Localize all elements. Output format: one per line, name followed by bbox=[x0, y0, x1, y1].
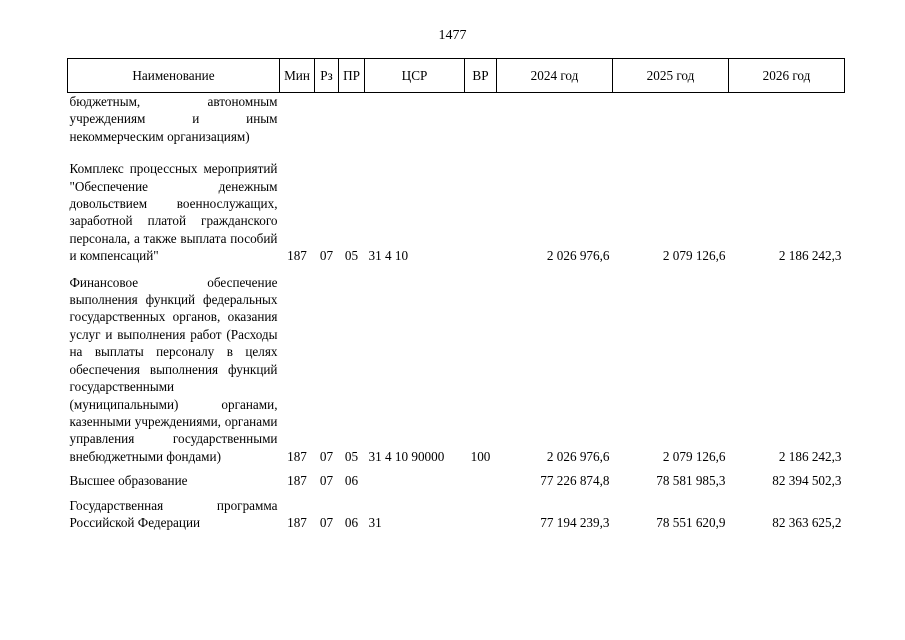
header-rz: Рз bbox=[315, 59, 339, 93]
row-csr: 31 bbox=[368, 514, 382, 530]
header-2025: 2025 год bbox=[613, 59, 729, 93]
row-2024: 77 194 239,3 bbox=[540, 514, 610, 530]
table-row bbox=[68, 265, 845, 465]
row-csr: 31 4 10 bbox=[368, 248, 409, 264]
row-pr bbox=[339, 93, 365, 146]
row-2025: 2 079 126,6 bbox=[662, 248, 726, 264]
header-csr: ЦСР bbox=[365, 59, 465, 93]
table-row bbox=[68, 490, 845, 532]
header-name: Наименование bbox=[68, 59, 280, 93]
row-2026: 2 186 242,3 bbox=[778, 248, 842, 264]
row-2025 bbox=[613, 93, 729, 146]
row-rz: 07 bbox=[319, 473, 334, 489]
row-name: бюджетным, автономным учреждениям и иным некоммерческим организациям) bbox=[69, 94, 278, 144]
table-row bbox=[68, 465, 845, 489]
header-pr: ПР bbox=[339, 59, 365, 93]
row-rz: 07 bbox=[319, 514, 334, 530]
row-rz bbox=[315, 93, 339, 146]
row-vr bbox=[465, 490, 497, 532]
row-2024: 2 026 976,6 bbox=[546, 248, 610, 264]
header-2026: 2026 год bbox=[729, 59, 845, 93]
row-vr: 100 bbox=[470, 448, 491, 464]
header-2024: 2024 год bbox=[497, 59, 613, 93]
row-2025: 78 551 620,9 bbox=[656, 514, 726, 530]
row-2026: 82 394 502,3 bbox=[772, 473, 842, 489]
row-csr: 31 4 10 90000 bbox=[368, 448, 445, 464]
table-row bbox=[68, 145, 845, 264]
row-pr: 05 bbox=[344, 448, 359, 464]
row-csr bbox=[365, 465, 465, 489]
row-2024 bbox=[497, 93, 613, 146]
header-min: Мин bbox=[280, 59, 315, 93]
row-rz: 07 bbox=[319, 448, 334, 464]
row-pr: 06 bbox=[344, 514, 359, 530]
row-2026: 82 363 625,2 bbox=[772, 514, 842, 530]
row-min: 187 bbox=[287, 473, 307, 489]
row-2025: 2 079 126,6 bbox=[662, 448, 726, 464]
row-vr bbox=[465, 145, 497, 264]
row-vr bbox=[465, 93, 497, 146]
row-pr: 05 bbox=[344, 248, 359, 264]
row-min: 187 bbox=[287, 248, 307, 264]
row-min: 187 bbox=[287, 514, 307, 530]
row-2024: 77 226 874,8 bbox=[540, 473, 610, 489]
row-name: Комплекс процессных мероприятий "Обеспечение денежным довольствием военнослужащих, заработной платой гражданского персонала, а также выплата пособий и компенсаций" bbox=[69, 161, 278, 264]
page-number: 1477 bbox=[438, 28, 467, 43]
row-name: Высшее образование bbox=[69, 473, 188, 489]
row-2026: 2 186 242,3 bbox=[778, 448, 842, 464]
row-csr bbox=[365, 93, 465, 146]
row-name: Государственная программа Российской Федерации bbox=[69, 497, 278, 530]
row-2024: 2 026 976,6 bbox=[546, 448, 610, 464]
row-vr bbox=[465, 465, 497, 489]
table-row bbox=[68, 93, 845, 146]
row-2026 bbox=[729, 93, 845, 146]
row-min: 187 bbox=[287, 448, 307, 464]
table-header-row bbox=[68, 59, 845, 93]
row-name: Финансовое обеспечение выполнения функций федеральных государственных органов, оказания услуг и выполнения работ (Расходы на выплаты персоналу в целях обеспечения выполнения функций государственными (муниципальными) органами, казенными учреждениями, органами управления государственными внебюджетными фондами) bbox=[69, 274, 278, 464]
row-min bbox=[280, 93, 315, 146]
header-vr: ВР bbox=[465, 59, 497, 93]
row-2025: 78 581 985,3 bbox=[656, 473, 726, 489]
row-pr: 06 bbox=[344, 473, 359, 489]
row-rz: 07 bbox=[319, 248, 334, 264]
budget-table bbox=[67, 58, 845, 531]
